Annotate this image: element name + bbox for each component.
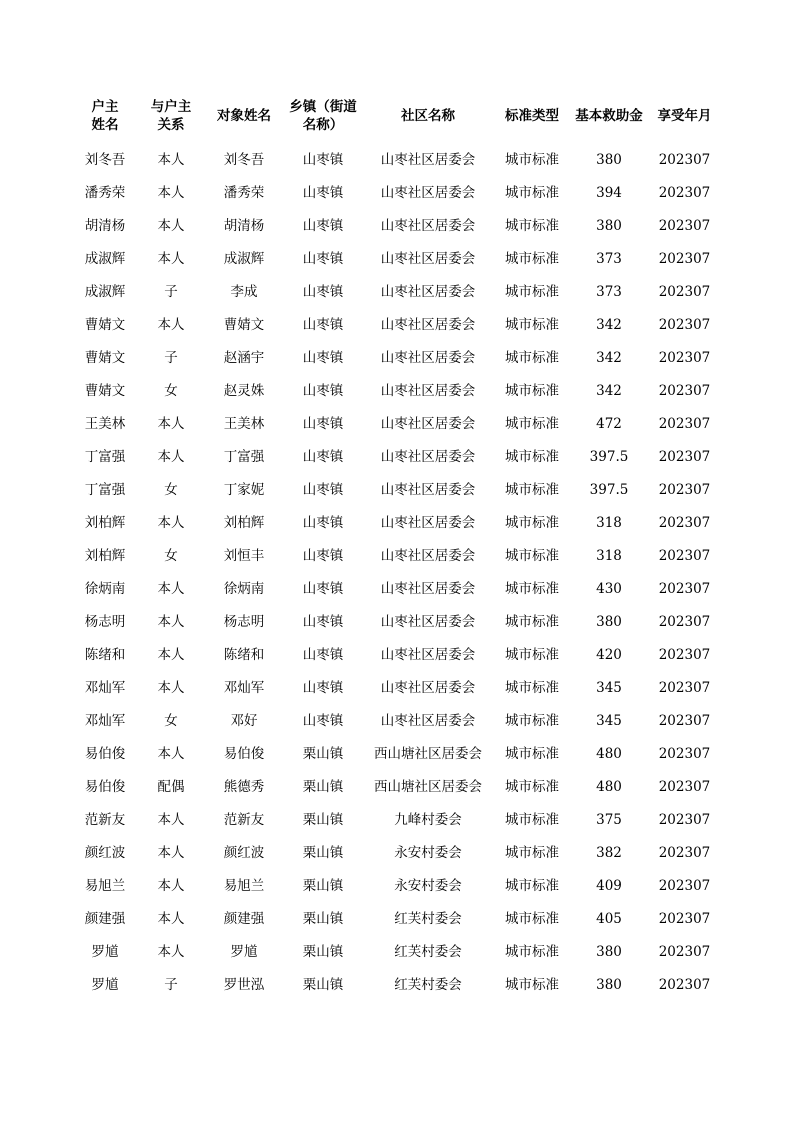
cell-standard-type: 城市标准 xyxy=(505,778,559,795)
cell-benefit-month: 202307 xyxy=(658,184,711,201)
cell-community: 永安村委会 xyxy=(394,844,462,861)
table-row xyxy=(72,968,721,1001)
column-header-standard-type: 标准类型 xyxy=(505,108,559,125)
cell-relation: 女 xyxy=(164,712,178,729)
cell-basic-assistance: 342 xyxy=(596,382,622,399)
cell-township: 山枣镇 xyxy=(302,250,344,267)
header-line-2: 关系 xyxy=(157,117,185,134)
cell-township: 山枣镇 xyxy=(302,547,344,564)
table-row xyxy=(72,770,721,803)
cell-township: 山枣镇 xyxy=(302,481,344,498)
column-header-township xyxy=(284,96,362,143)
cell-benefit-month: 202307 xyxy=(658,877,711,894)
cell-standard-type: 城市标准 xyxy=(505,184,559,201)
cell-township: 山枣镇 xyxy=(302,580,344,597)
cell-township: 山枣镇 xyxy=(302,613,344,630)
cell-community: 山枣社区居委会 xyxy=(380,547,476,564)
cell-benefit-month: 202307 xyxy=(658,316,711,333)
cell-person-name: 易伯俊 xyxy=(223,745,265,762)
cell-person-name: 丁富强 xyxy=(223,448,265,465)
cell-benefit-month: 202307 xyxy=(658,811,711,828)
cell-standard-type: 城市标准 xyxy=(505,712,559,729)
cell-basic-assistance: 373 xyxy=(596,283,622,300)
cell-standard-type: 城市标准 xyxy=(505,349,559,366)
table-row xyxy=(72,209,721,242)
cell-relation: 本人 xyxy=(157,514,185,531)
cell-township: 山枣镇 xyxy=(302,316,344,333)
table-row xyxy=(72,935,721,968)
cell-standard-type: 城市标准 xyxy=(505,613,559,630)
cell-community: 西山塘社区居委会 xyxy=(374,745,482,762)
cell-person-name: 曹婧文 xyxy=(223,316,265,333)
table-row xyxy=(72,737,721,770)
cell-basic-assistance: 380 xyxy=(596,217,622,234)
cell-township: 栗山镇 xyxy=(302,844,344,861)
cell-benefit-month: 202307 xyxy=(658,778,711,795)
cell-relation: 本人 xyxy=(157,613,185,630)
cell-township: 栗山镇 xyxy=(302,811,344,828)
cell-relation: 本人 xyxy=(157,151,185,168)
table-row xyxy=(72,704,721,737)
cell-township: 栗山镇 xyxy=(302,778,344,795)
cell-person-name: 丁家妮 xyxy=(223,481,265,498)
cell-benefit-month: 202307 xyxy=(658,976,711,993)
cell-relation: 本人 xyxy=(157,679,185,696)
cell-community: 九峰村委会 xyxy=(394,811,462,828)
cell-relation: 本人 xyxy=(157,184,185,201)
cell-householder-name: 邓灿军 xyxy=(84,712,126,729)
cell-community: 山枣社区居委会 xyxy=(380,283,476,300)
cell-householder-name: 潘秀荣 xyxy=(84,184,126,201)
cell-standard-type: 城市标准 xyxy=(505,646,559,663)
column-header-community: 社区名称 xyxy=(401,108,455,125)
cell-standard-type: 城市标准 xyxy=(505,382,559,399)
cell-person-name: 潘秀荣 xyxy=(223,184,265,201)
cell-benefit-month: 202307 xyxy=(658,283,711,300)
cell-benefit-month: 202307 xyxy=(658,151,711,168)
cell-basic-assistance: 342 xyxy=(596,349,622,366)
table-row xyxy=(72,275,721,308)
cell-relation: 本人 xyxy=(157,646,185,663)
cell-householder-name: 易伯俊 xyxy=(84,778,126,795)
cell-householder-name: 范新友 xyxy=(84,811,126,828)
cell-person-name: 范新友 xyxy=(223,811,265,828)
cell-standard-type: 城市标准 xyxy=(505,250,559,267)
cell-relation: 本人 xyxy=(157,877,185,894)
cell-basic-assistance: 480 xyxy=(596,745,622,762)
cell-standard-type: 城市标准 xyxy=(505,976,559,993)
table-row xyxy=(72,242,721,275)
cell-householder-name: 易旭兰 xyxy=(84,877,126,894)
cell-standard-type: 城市标准 xyxy=(505,151,559,168)
cell-householder-name: 丁富强 xyxy=(84,481,126,498)
cell-relation: 本人 xyxy=(157,745,185,762)
cell-householder-name: 邓灿军 xyxy=(84,679,126,696)
cell-basic-assistance: 397.5 xyxy=(589,481,629,498)
cell-householder-name: 丁富强 xyxy=(84,448,126,465)
cell-community: 山枣社区居委会 xyxy=(380,514,476,531)
cell-relation: 本人 xyxy=(157,217,185,234)
table-row xyxy=(72,407,721,440)
cell-community: 山枣社区居委会 xyxy=(380,646,476,663)
cell-householder-name: 成淑辉 xyxy=(84,283,126,300)
cell-householder-name: 徐炳南 xyxy=(84,580,126,597)
cell-benefit-month: 202307 xyxy=(658,679,711,696)
cell-person-name: 罗馗 xyxy=(230,943,258,960)
cell-standard-type: 城市标准 xyxy=(505,811,559,828)
cell-benefit-month: 202307 xyxy=(658,415,711,432)
cell-householder-name: 胡清杨 xyxy=(84,217,126,234)
cell-community: 红芙村委会 xyxy=(394,943,462,960)
cell-benefit-month: 202307 xyxy=(658,745,711,762)
cell-township: 栗山镇 xyxy=(302,877,344,894)
cell-township: 山枣镇 xyxy=(302,217,344,234)
cell-benefit-month: 202307 xyxy=(658,250,711,267)
cell-community: 山枣社区居委会 xyxy=(380,184,476,201)
table-row xyxy=(72,506,721,539)
cell-relation: 子 xyxy=(164,283,178,300)
cell-person-name: 杨志明 xyxy=(223,613,265,630)
cell-benefit-month: 202307 xyxy=(658,217,711,234)
cell-relation: 本人 xyxy=(157,580,185,597)
cell-basic-assistance: 382 xyxy=(596,844,622,861)
table-row xyxy=(72,836,721,869)
cell-township: 山枣镇 xyxy=(302,349,344,366)
cell-basic-assistance: 380 xyxy=(596,151,622,168)
cell-community: 红芙村委会 xyxy=(394,976,462,993)
cell-standard-type: 城市标准 xyxy=(505,283,559,300)
cell-relation: 本人 xyxy=(157,448,185,465)
cell-relation: 本人 xyxy=(157,415,185,432)
cell-standard-type: 城市标准 xyxy=(505,217,559,234)
cell-basic-assistance: 380 xyxy=(596,976,622,993)
cell-relation: 本人 xyxy=(157,811,185,828)
cell-community: 红芙村委会 xyxy=(394,910,462,927)
column-header-person-name: 对象姓名 xyxy=(217,108,271,125)
cell-householder-name: 易伯俊 xyxy=(84,745,126,762)
cell-benefit-month: 202307 xyxy=(658,514,711,531)
cell-township: 山枣镇 xyxy=(302,646,344,663)
cell-householder-name: 刘冬吾 xyxy=(84,151,126,168)
cell-standard-type: 城市标准 xyxy=(505,844,559,861)
header-line-1: 户主 xyxy=(91,99,119,115)
cell-relation: 女 xyxy=(164,547,178,564)
header-line-2: 名称） xyxy=(302,117,344,134)
cell-householder-name: 曹婧文 xyxy=(84,349,126,366)
cell-householder-name: 颜建强 xyxy=(84,910,126,927)
cell-person-name: 胡清杨 xyxy=(223,217,265,234)
table-row xyxy=(72,671,721,704)
cell-householder-name: 成淑辉 xyxy=(84,250,126,267)
cell-community: 山枣社区居委会 xyxy=(380,481,476,498)
cell-township: 栗山镇 xyxy=(302,910,344,927)
cell-relation: 本人 xyxy=(157,943,185,960)
table-row xyxy=(72,143,721,176)
cell-person-name: 王美林 xyxy=(223,415,265,432)
cell-person-name: 邓好 xyxy=(230,712,258,729)
cell-community: 山枣社区居委会 xyxy=(380,679,476,696)
table-row xyxy=(72,638,721,671)
table-row xyxy=(72,803,721,836)
table-row xyxy=(72,440,721,473)
cell-householder-name: 曹婧文 xyxy=(84,316,126,333)
cell-householder-name: 曹婧文 xyxy=(84,382,126,399)
table-row xyxy=(72,539,721,572)
cell-person-name: 邓灿军 xyxy=(223,679,265,696)
cell-householder-name: 罗馗 xyxy=(91,976,119,993)
cell-person-name: 易旭兰 xyxy=(223,877,265,894)
cell-benefit-month: 202307 xyxy=(658,910,711,927)
table-row xyxy=(72,605,721,638)
cell-person-name: 成淑辉 xyxy=(223,250,265,267)
table-row xyxy=(72,473,721,506)
cell-person-name: 颜建强 xyxy=(223,910,265,927)
cell-township: 栗山镇 xyxy=(302,943,344,960)
cell-standard-type: 城市标准 xyxy=(505,547,559,564)
cell-township: 山枣镇 xyxy=(302,514,344,531)
cell-benefit-month: 202307 xyxy=(658,712,711,729)
assistance-recipients-table xyxy=(72,96,721,1001)
cell-community: 山枣社区居委会 xyxy=(380,613,476,630)
cell-community: 山枣社区居委会 xyxy=(380,151,476,168)
cell-basic-assistance: 318 xyxy=(596,547,622,564)
cell-householder-name: 陈绪和 xyxy=(84,646,126,663)
header-line-1: 乡镇（街道 xyxy=(289,99,357,115)
cell-person-name: 李成 xyxy=(230,283,258,300)
cell-relation: 配偶 xyxy=(157,778,185,795)
cell-householder-name: 王美林 xyxy=(84,415,126,432)
cell-householder-name: 刘柏辉 xyxy=(84,514,126,531)
cell-basic-assistance: 373 xyxy=(596,250,622,267)
cell-benefit-month: 202307 xyxy=(658,580,711,597)
cell-benefit-month: 202307 xyxy=(658,646,711,663)
cell-township: 栗山镇 xyxy=(302,976,344,993)
cell-basic-assistance: 380 xyxy=(596,943,622,960)
cell-benefit-month: 202307 xyxy=(658,481,711,498)
cell-township: 山枣镇 xyxy=(302,448,344,465)
header-line-1: 与户主 xyxy=(150,99,192,115)
cell-community: 山枣社区居委会 xyxy=(380,448,476,465)
cell-relation: 子 xyxy=(164,349,178,366)
cell-basic-assistance: 420 xyxy=(596,646,622,663)
cell-community: 山枣社区居委会 xyxy=(380,349,476,366)
table-row xyxy=(72,869,721,902)
cell-person-name: 颜红波 xyxy=(223,844,265,861)
cell-relation: 本人 xyxy=(157,844,185,861)
cell-community: 西山塘社区居委会 xyxy=(374,778,482,795)
cell-standard-type: 城市标准 xyxy=(505,910,559,927)
table-header xyxy=(72,96,721,143)
column-header-householder-name xyxy=(72,96,138,143)
cell-basic-assistance: 375 xyxy=(596,811,622,828)
cell-person-name: 刘冬吾 xyxy=(223,151,265,168)
cell-person-name: 罗世泓 xyxy=(223,976,265,993)
cell-standard-type: 城市标准 xyxy=(505,877,559,894)
cell-basic-assistance: 430 xyxy=(596,580,622,597)
table-row xyxy=(72,374,721,407)
cell-person-name: 刘柏辉 xyxy=(223,514,265,531)
cell-township: 山枣镇 xyxy=(302,415,344,432)
cell-person-name: 陈绪和 xyxy=(223,646,265,663)
cell-relation: 女 xyxy=(164,382,178,399)
table-row xyxy=(72,902,721,935)
table-row xyxy=(72,308,721,341)
cell-person-name: 徐炳南 xyxy=(223,580,265,597)
cell-benefit-month: 202307 xyxy=(658,844,711,861)
table-row xyxy=(72,572,721,605)
cell-relation: 本人 xyxy=(157,910,185,927)
cell-township: 山枣镇 xyxy=(302,184,344,201)
cell-basic-assistance: 480 xyxy=(596,778,622,795)
cell-basic-assistance: 342 xyxy=(596,316,622,333)
table-header-row xyxy=(72,96,721,143)
cell-benefit-month: 202307 xyxy=(658,613,711,630)
table-row xyxy=(72,341,721,374)
cell-township: 栗山镇 xyxy=(302,745,344,762)
cell-relation: 本人 xyxy=(157,250,185,267)
cell-standard-type: 城市标准 xyxy=(505,481,559,498)
cell-basic-assistance: 380 xyxy=(596,613,622,630)
cell-basic-assistance: 318 xyxy=(596,514,622,531)
cell-standard-type: 城市标准 xyxy=(505,514,559,531)
cell-standard-type: 城市标准 xyxy=(505,415,559,432)
cell-basic-assistance: 345 xyxy=(596,712,622,729)
header-line-2: 姓名 xyxy=(91,117,119,134)
cell-benefit-month: 202307 xyxy=(658,547,711,564)
cell-householder-name: 杨志明 xyxy=(84,613,126,630)
cell-community: 山枣社区居委会 xyxy=(380,712,476,729)
cell-basic-assistance: 397.5 xyxy=(589,448,629,465)
cell-township: 山枣镇 xyxy=(302,283,344,300)
table-body xyxy=(72,143,721,1001)
cell-benefit-month: 202307 xyxy=(658,943,711,960)
cell-standard-type: 城市标准 xyxy=(505,943,559,960)
cell-person-name: 赵灵姝 xyxy=(223,382,265,399)
cell-community: 永安村委会 xyxy=(394,877,462,894)
table-row xyxy=(72,176,721,209)
cell-basic-assistance: 345 xyxy=(596,679,622,696)
cell-relation: 本人 xyxy=(157,316,185,333)
cell-township: 山枣镇 xyxy=(302,712,344,729)
cell-benefit-month: 202307 xyxy=(658,382,711,399)
cell-basic-assistance: 405 xyxy=(596,910,622,927)
cell-community: 山枣社区居委会 xyxy=(380,580,476,597)
column-header-benefit-month: 享受年月 xyxy=(657,108,712,125)
cell-community: 山枣社区居委会 xyxy=(380,415,476,432)
cell-community: 山枣社区居委会 xyxy=(380,250,476,267)
cell-township: 山枣镇 xyxy=(302,151,344,168)
cell-standard-type: 城市标准 xyxy=(505,679,559,696)
cell-basic-assistance: 394 xyxy=(596,184,622,201)
cell-person-name: 赵涵宇 xyxy=(223,349,265,366)
cell-basic-assistance: 409 xyxy=(596,877,622,894)
cell-standard-type: 城市标准 xyxy=(505,448,559,465)
cell-standard-type: 城市标准 xyxy=(505,316,559,333)
cell-relation: 女 xyxy=(164,481,178,498)
cell-basic-assistance: 472 xyxy=(596,415,622,432)
cell-township: 山枣镇 xyxy=(302,382,344,399)
cell-standard-type: 城市标准 xyxy=(505,745,559,762)
cell-benefit-month: 202307 xyxy=(658,349,711,366)
cell-community: 山枣社区居委会 xyxy=(380,217,476,234)
cell-standard-type: 城市标准 xyxy=(505,580,559,597)
cell-community: 山枣社区居委会 xyxy=(380,382,476,399)
cell-householder-name: 颜红波 xyxy=(84,844,126,861)
cell-householder-name: 罗馗 xyxy=(91,943,119,960)
column-header-basic-assistance: 基本救助金 xyxy=(575,108,643,125)
cell-benefit-month: 202307 xyxy=(658,448,711,465)
cell-person-name: 熊德秀 xyxy=(223,778,265,795)
cell-relation: 子 xyxy=(164,976,178,993)
cell-householder-name: 刘柏辉 xyxy=(84,547,126,564)
cell-person-name: 刘恒丰 xyxy=(223,547,265,564)
column-header-relation xyxy=(138,96,204,143)
cell-township: 山枣镇 xyxy=(302,679,344,696)
cell-community: 山枣社区居委会 xyxy=(380,316,476,333)
